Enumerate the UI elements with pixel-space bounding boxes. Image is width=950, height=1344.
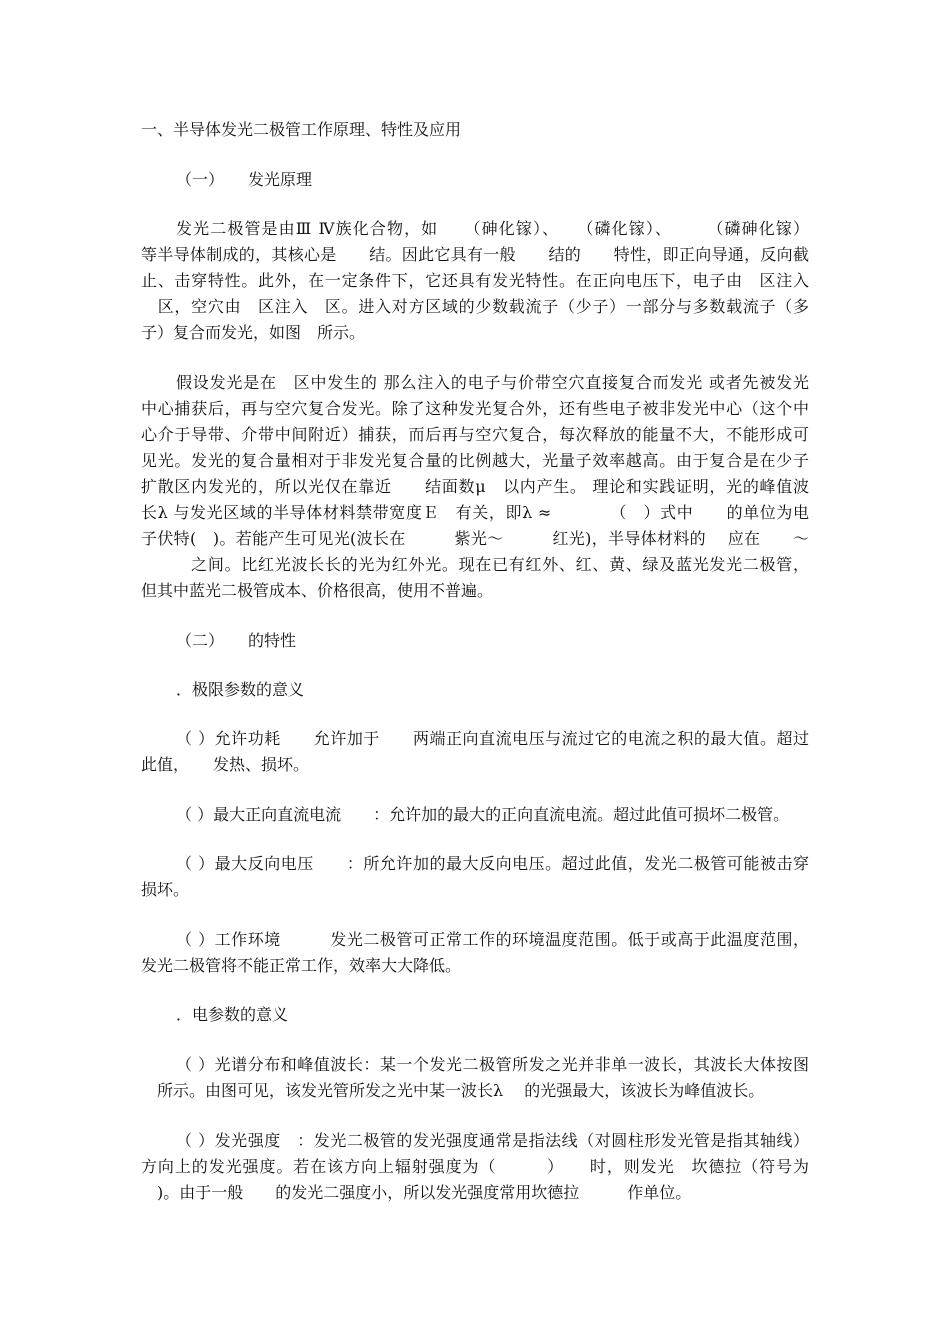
document-title: 一、半导体发光二极管工作原理、特性及应用 [141, 120, 462, 139]
paragraph-line: 心介于导带、介带中间附近）捕获，而后再与空穴复合，每次释放的能量不大，不能形成可 [141, 425, 809, 444]
list-item-line: （ ）发光强度 ：发光二极管的发光强度通常是指法线（对圆柱形发光管是指其轴线） [176, 1131, 809, 1150]
paragraph-line: 等半导体制成的，其核心是 结。因此它具有一般 结的 特性，即正向导通，反向截 [141, 245, 809, 264]
list-item-line: （ ）工作环境 发光二极管可正常工作的环境温度范围。低于或高于此温度范围， [176, 930, 809, 949]
paragraph-line: 中心捕获后，再与空穴复合发光。除了这种发光复合外，还有些电子被非发光中心（这个中 [141, 399, 809, 418]
subsection-heading-limit-parameters: ．极限参数的意义 [176, 680, 305, 699]
section-heading-principle: （一） 发光原理 [176, 170, 313, 189]
list-item-line: 损坏。 [141, 880, 190, 899]
paragraph-line: 子伏特( )。若能产生可见光(波长在 紫光～ 红光)，半导体材料的 应在 ～ [141, 529, 809, 548]
paragraph-line: 假设发光是在 区中发生的 那么注入的电子与价带空穴直接复合而发光 或者先被发光 [176, 373, 809, 392]
paragraph-line: 扩散区内发光的，所以光仅在靠近 结面数μ 以内产生。 理论和实践证明，光的峰值波 [141, 477, 809, 496]
paragraph-line: 子）复合而发光，如图 所示。 [141, 323, 366, 342]
paragraph-line: 发光二极管是由Ⅲ Ⅳ族化合物，如 （砷化镓）、 （磷化镓）、 （磷砷化镓） [176, 219, 809, 238]
list-item-line: 此值， 发热、损坏。 [141, 755, 310, 774]
list-item-line: )。由于一般 的发光二强度小，所以发光强度常用坎德拉 作单位。 [141, 1183, 692, 1202]
paragraph-line: 区，空穴由 区注入 区。进入对方区域的少数载流子（少子）一部分与多数载流子（多 [141, 297, 809, 316]
list-item-line: 方向上的发光强度。若在该方向上辐射强度为（ ） 时，则发光 坎德拉（符号为 [141, 1157, 809, 1176]
paragraph-line: 长λ 与发光区域的半导体材料禁带宽度Ｅ 有关，即λ ≈ （ ）式中 的单位为电 [141, 503, 809, 522]
list-item-line: （ ）允许功耗 允许加于 两端正向直流电压与流过它的电流之积的最大值。超过 [176, 729, 809, 748]
paragraph-line: 之间。比红光波长长的光为红外光。现在已有红外、红、黄、绿及蓝光发光二极管， [141, 555, 809, 574]
section-heading-characteristics: （二） 的特性 [176, 631, 297, 650]
paragraph-line: 止、击穿特性。此外，在一定条件下，它还具有发光特性。在正向电压下，电子由 区注入 [141, 271, 809, 290]
list-item-line: （ ）最大反向电压 ：所允许加的最大反向电压。超过此值，发光二极管可能被击穿 [176, 854, 809, 873]
list-item-line: 所示。由图可见，该发光管所发之光中某一波长λ 的光强最大，该波长为峰值波长。 [141, 1081, 765, 1100]
list-item-line: （ ）最大正向直流电流 ：允许加的最大的正向直流电流。超过此值可损坏二极管。 [176, 805, 790, 824]
paragraph-line: 见光。发光的复合量相对于非发光复合量的比例越大，光量子效率越高。由于复合是在少子 [141, 451, 809, 470]
list-item-line: （ ）光谱分布和峰值波长：某一个发光二极管所发之光并非单一波长，其波长大体按图 [176, 1055, 809, 1074]
list-item-line: 发光二极管将不能正常工作，效率大大降低。 [141, 956, 462, 975]
subsection-heading-electrical-parameters: ．电参数的意义 [176, 1005, 289, 1024]
paragraph-line: 但其中蓝光二极管成本、价格很高，使用不普遍。 [141, 581, 494, 600]
